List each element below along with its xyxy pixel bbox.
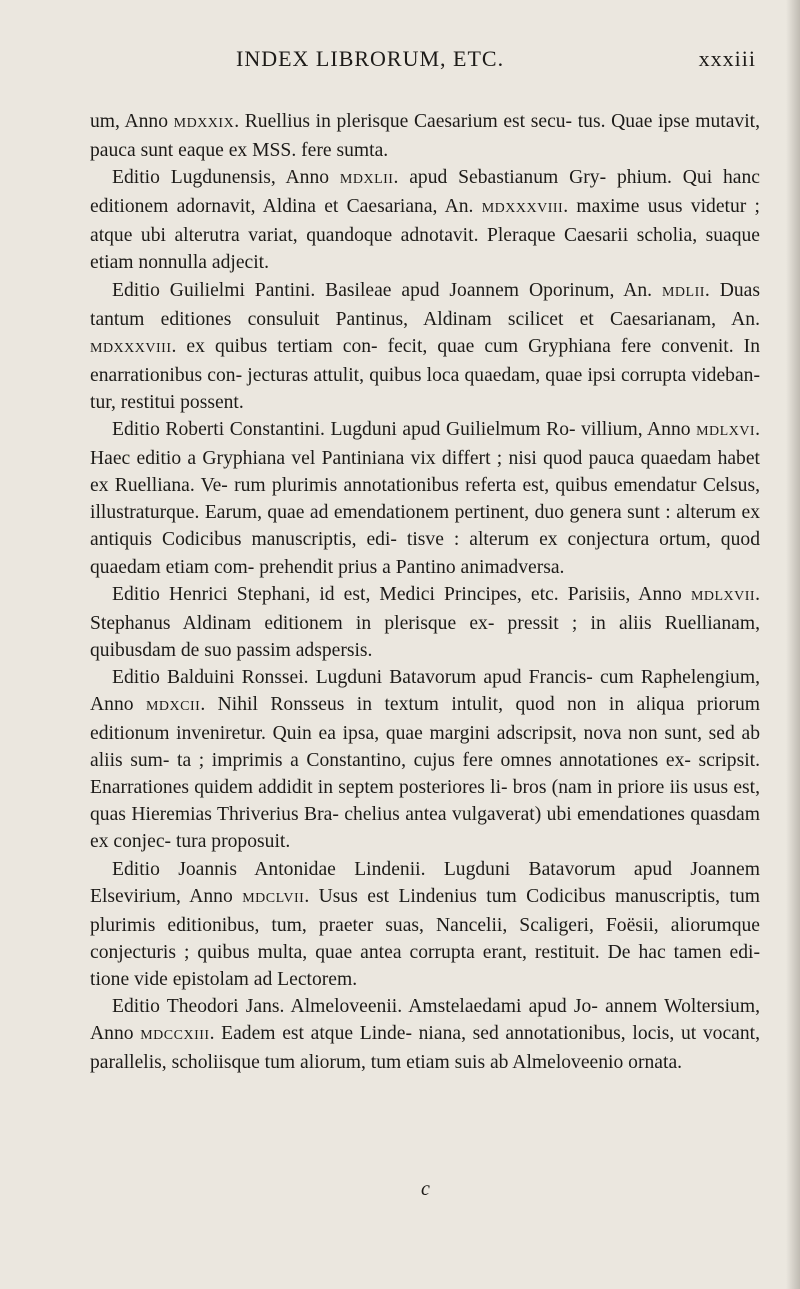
paragraph-editio-lindenii: Editio Joannis Antonidae Lindenii. Lugduni Batavorum apud Joannem Elsevirium, Anno MDCLVII. Usus est Lindenius tum Codicibus manuscriptis, tum plurimis editionibus, tum, praeter suas, Nancelii, Scaligeri, Foësii, aliorumque conjecturis ; quibus multa, quae antea corrupta erant, restituit. De hac tamen edi- tione vide epistolam ad Lectorem. — [90, 858, 760, 990]
page-number: xxxiii — [698, 46, 756, 71]
page-edge-shadow — [786, 0, 800, 1289]
roman-year: MDLII — [661, 284, 705, 300]
paragraph-editio-lugdunensis: Editio Lugdunensis, Anno MDXLII. apud Sebastianum Gry- phium. Qui hanc editionem adornavit, Aldina et Caesariana, An. MDXXXVIII. maxime usus videtur ; atque ubi alterutra variat, quandoque adnotavit. Pleraque Caesarii scholia, suaque etiam nonnulla adjecit. — [90, 167, 760, 274]
roman-year: MDCCXIII — [140, 1028, 210, 1044]
roman-year: MDXXXVIII — [90, 340, 172, 356]
paragraph-ruellius-continuation: um, Anno MDXXIX. Ruellius in plerisque Caesarium est secu- tus. Quae ipse mutavit, pauca sunt eaque ex MSS. fere sumta. — [90, 111, 760, 162]
roman-year: MDXXIX — [173, 116, 235, 131]
paragraph-editio-ronssei: Editio Balduini Ronssei. Lugduni Batavorum apud Francis- cum Raphelengium, Anno MDXCII. Nihil Ronsseus in textum intulit, quod non in aliqua priorum editionum inveniretur. Quin ea ipsa, quae margini adscripsit, nova non sunt, sed ab aliis sum- ta ; imprimis a Constantino, cujus fere omnes annotationes ex- scripsit. Enarrationes quidem addidit in septem posteriores li- bros (nam in priore iis usus est, quas Hieremias Thriverius Bra- chelius antea vulgaverat) ubi emendationes quasdam ex conjec- tura proposuit. — [90, 666, 760, 853]
paragraph-editio-constantini: Editio Roberti Constantini. Lugduni apud Guilielmum Ro- villium, Anno MDLXVI. Haec editio a Gryphiana vel Pantiniana vix differt ; nisi quod pauca quaedam habet ex Ruelliana. Ve- rum plurimis annotationibus referta est, quibus emendatur Celsus, illustraturque. Earum, quae ad emendationem pertinent, duo genera sunt : alterum ex antiquis Codicibus manuscriptis, edi- tisve : alterum ex conjectura ortum, quod quaedam etiam com- prehendit prius a Pantino animadversa. — [90, 419, 760, 578]
running-head-title: INDEX LIBRORUM, ETC. — [236, 46, 505, 71]
roman-year: MDLXVII — [690, 588, 756, 604]
paragraph-editio-stephani: Editio Henrici Stephani, id est, Medici Principes, etc. Parisiis, Anno MDLXVII. Stephanus Aldinam editionem in plerisque ex- pressit ; in aliis Ruellianam, quibusdam de suo passim adspersis. — [90, 583, 760, 661]
running-head — [236, 46, 756, 76]
paragraph-editio-almeloveenii: Editio Theodori Jans. Almeloveenii. Amstelaedami apud Jo- annem Woltersium, Anno MDCCXIII. Eadem est atque Linde- niana, sed annotationibus, locis, ut vocant, parallelis, scholiisque tum aliorum, tum etiam suis ab Almeloveenio ornata. — [90, 996, 760, 1074]
roman-year: MDCLVII — [242, 890, 305, 906]
paragraph-editio-pantini: Editio Guilielmi Pantini. Basileae apud Joannem Oporinum, An. MDLII. Duas tantum editiones consuluit Pantinus, Aldinam scilicet et Caesarianam, An. MDXXXVIII. ex quibus tertiam con- fecit, quae cum Gryphiana fere convenit. In enarrationibus con- jecturas attulit, quibus loca quaedam, quae ipsi corrupta videban- tur, restitui possent. — [90, 279, 760, 413]
roman-year: MDXLII — [339, 172, 394, 188]
roman-year: MDXXXVIII — [481, 201, 564, 217]
body-text — [90, 108, 760, 1076]
roman-year: MDXCII — [145, 698, 201, 714]
roman-year: MDLXVI — [696, 424, 756, 440]
signature-mark: c — [421, 1178, 430, 1200]
